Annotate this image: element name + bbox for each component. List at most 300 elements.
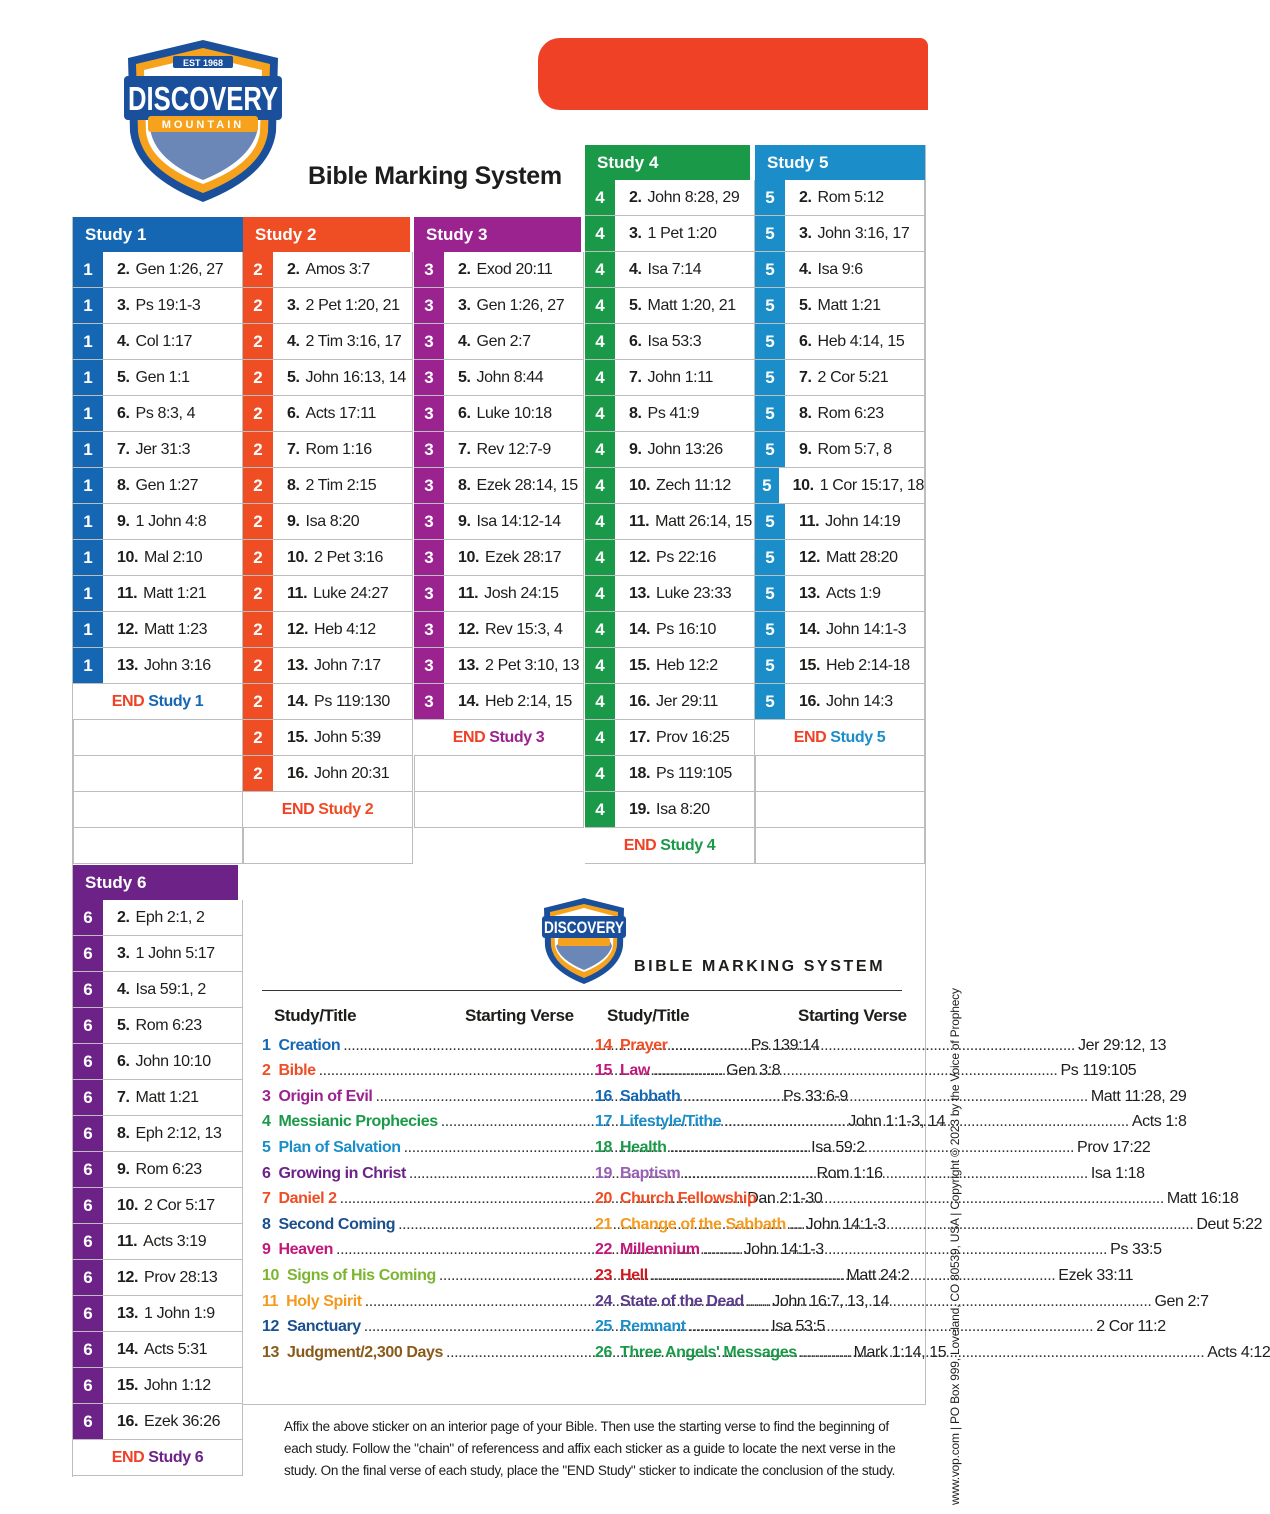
study-row [585, 396, 755, 432]
study-number-tab: 1 [73, 648, 103, 683]
index-number: 14 [595, 1036, 612, 1054]
verse-reference: 4. Gen 2:7 [458, 332, 531, 350]
end-study-label: Study 3 [489, 728, 545, 746]
study-row [73, 576, 243, 612]
study-row [243, 432, 413, 468]
index-title: Sanctuary [287, 1318, 361, 1336]
index-starting-verse: Matt 11:28, 29 [1090, 1087, 1187, 1105]
index-title: Origin of Evil [278, 1087, 373, 1105]
study-number-tab: 3 [414, 648, 444, 683]
verse-reference: 5. Rom 6:23 [117, 1016, 202, 1034]
study-row [73, 288, 243, 324]
study-row [755, 504, 925, 540]
study-number-tab: 1 [73, 288, 103, 323]
verse-reference: 16. Jer 29:11 [629, 692, 718, 710]
index-row [595, 1187, 1239, 1212]
end-study-label: Study 2 [318, 800, 374, 818]
verse-reference: 14. Ps 16:10 [629, 620, 717, 638]
index-row [595, 1161, 1145, 1186]
study-number-tab: 1 [73, 504, 103, 539]
study-number-tab: 2 [243, 432, 273, 467]
study-row [755, 612, 925, 648]
study-number-tab: 6 [73, 1404, 103, 1439]
instructions-text: Affix the above sticker on an interior page of your Bible. Then use the starting verse to find the beginning of each study. Follow the "chain" of referencess and affix each sticker as a guide to locate the next verse in the study. On the final verse of each study, place the "END Study" sticker to indicate the conclusion of the study. [284, 1419, 896, 1478]
end-study-label: Study 4 [660, 836, 716, 854]
discovery-mountain-logo [118, 36, 288, 206]
study-row [585, 648, 755, 684]
study-row [585, 504, 755, 540]
study-number-tab: 4 [585, 576, 615, 611]
blank-row [755, 828, 925, 864]
index-starting-verse: Rom 1:16 [816, 1164, 883, 1182]
index-starting-verse: Ezek 33:11 [1058, 1266, 1134, 1284]
study-row [243, 396, 413, 432]
end-study-marker [73, 684, 243, 720]
study-number-tab: 5 [755, 396, 785, 431]
study-row [73, 1404, 243, 1440]
verse-reference: 3. 2 Pet 1:20, 21 [287, 296, 400, 314]
left-border-line [72, 217, 73, 1477]
study-number-tab: 5 [755, 648, 785, 683]
card-divider [262, 990, 902, 991]
study-number-tab: 4 [585, 432, 615, 467]
index-title: Sabbath [620, 1087, 681, 1105]
verse-reference: 13. 2 Pet 3:10, 13 [458, 656, 580, 674]
index-number: 7 [262, 1190, 271, 1208]
study-number-tab: 4 [585, 756, 615, 791]
end-study-marker [585, 828, 755, 864]
study-number-tab: 2 [243, 684, 273, 719]
study-number-tab: 2 [243, 360, 273, 395]
verse-reference: 6. John 10:10 [117, 1052, 211, 1070]
study-3-header: Study 3 [414, 217, 581, 252]
study-row [755, 540, 925, 576]
verse-reference: 15. John 5:39 [287, 728, 381, 746]
index-starting-verse: Gen 2:7 [1154, 1292, 1209, 1310]
study-number-tab: 5 [755, 288, 785, 323]
left-col-study-header: Study/Title [274, 1006, 357, 1025]
study-number-tab: 5 [755, 252, 785, 287]
study-1-header: Study 1 [73, 217, 243, 252]
verse-reference: 10. Ezek 28:17 [458, 548, 562, 566]
study-1-column [73, 217, 243, 864]
index-row [595, 1263, 1134, 1288]
index-number: 6 [262, 1164, 271, 1182]
svg-text:DISCOVERY: DISCOVERY [544, 918, 625, 937]
index-title: Church Fellowship [620, 1190, 757, 1208]
study-row [414, 648, 584, 684]
index-number: 21 [595, 1215, 612, 1233]
index-title: Holy Spirit [286, 1292, 362, 1310]
index-title: Creation [278, 1036, 341, 1054]
study-number-tab: 5 [755, 684, 785, 719]
verse-reference: 7. 2 Cor 5:21 [799, 368, 889, 386]
study-number-tab: 1 [73, 432, 103, 467]
study-number-tab: 2 [243, 396, 273, 431]
verse-reference: 9. 1 John 4:8 [117, 512, 207, 530]
index-starting-verse: 2 Cor 11:2 [1096, 1318, 1166, 1336]
study-number-tab: 3 [414, 612, 444, 647]
verse-reference: 3. John 3:16, 17 [799, 224, 910, 242]
verse-reference: 6. Ps 8:3, 4 [117, 404, 196, 422]
card-bottom-line [242, 1404, 926, 1405]
verse-reference: 13. 1 John 1:9 [117, 1304, 215, 1322]
blank-row [73, 792, 243, 828]
verse-reference: 5. John 8:44 [458, 368, 544, 386]
study-number-tab: 6 [73, 1044, 103, 1079]
study-number-tab: 2 [243, 252, 273, 287]
dot-leader [703, 1241, 1108, 1259]
study-number-tab: 1 [73, 252, 103, 287]
study-row [755, 180, 925, 216]
verse-reference: 6. Heb 4:14, 15 [799, 332, 905, 350]
verse-reference: 11. Josh 24:15 [458, 584, 559, 602]
dot-leader [683, 1088, 1088, 1106]
index-starting-verse: Acts 1:8 [1131, 1113, 1187, 1131]
svg-text:EST 1968: EST 1968 [182, 58, 224, 68]
study-number-tab: 4 [585, 720, 615, 755]
dot-leader [670, 1037, 1075, 1055]
study-number-tab: 2 [243, 576, 273, 611]
verse-reference: 8. Rom 6:23 [799, 404, 884, 422]
study-number-tab: 5 [755, 504, 785, 539]
study-number-tab: 4 [585, 288, 615, 323]
study-row [243, 612, 413, 648]
index-number: 12 [262, 1318, 279, 1336]
index-row [595, 1289, 1209, 1314]
study-row [585, 324, 755, 360]
study-row [243, 720, 413, 756]
study-number-tab: 5 [755, 216, 785, 251]
study-row [414, 252, 584, 288]
study-number-tab: 5 [755, 612, 785, 647]
verse-reference: 17. Prov 16:25 [629, 728, 730, 746]
verse-reference: 4. Col 1:17 [117, 332, 192, 350]
index-title: Lifestyle/Tithe [620, 1113, 722, 1131]
study-row [585, 252, 755, 288]
index-number: 2 [262, 1062, 271, 1080]
index-number: 16 [595, 1087, 612, 1105]
verse-reference: 9. Rom 6:23 [117, 1160, 202, 1178]
index-title: Plan of Salvation [278, 1138, 401, 1156]
study-number-tab: 3 [414, 468, 444, 503]
study-row [755, 396, 925, 432]
study-row [755, 288, 925, 324]
index-title: Signs of His Coming [287, 1266, 436, 1284]
study-row [585, 288, 755, 324]
index-number: 17 [595, 1113, 612, 1131]
study-number-tab: 6 [73, 1368, 103, 1403]
study-number-tab: 4 [585, 396, 615, 431]
study-6-header: Study 6 [73, 865, 238, 900]
verse-reference: 6. Luke 10:18 [458, 404, 552, 422]
verse-reference: 6. Acts 17:11 [287, 404, 376, 422]
study-row [73, 1260, 243, 1296]
index-title: Millennium [620, 1241, 700, 1259]
verse-reference: 6. Isa 53:3 [629, 332, 702, 350]
study-row [414, 360, 584, 396]
verse-reference: 14. Heb 2:14, 15 [458, 692, 572, 710]
study-number-tab: 3 [414, 252, 444, 287]
discovery-mountain-small-logo [540, 896, 628, 986]
study-row [585, 576, 755, 612]
index-starting-verse: Prov 17:22 [1077, 1138, 1151, 1156]
index-starting-verse: Ps 139:14 [750, 1036, 820, 1054]
study-row [73, 360, 243, 396]
study-number-tab: 3 [414, 396, 444, 431]
index-starting-verse: John 16:7, 13, 14 [772, 1292, 890, 1310]
verse-reference: 10. 2 Cor 5:17 [117, 1196, 215, 1214]
study-row [73, 612, 243, 648]
study-number-tab: 6 [73, 1260, 103, 1295]
index-title: Three Angels' Messages [620, 1343, 797, 1361]
index-title: Messianic Prophecies [278, 1113, 438, 1131]
verse-reference: 2. Eph 2:1, 2 [117, 908, 205, 926]
study-row [414, 468, 584, 504]
index-starting-verse: Dan 2:1-30 [747, 1190, 823, 1208]
study-row [755, 648, 925, 684]
left-col-verse-header: Starting Verse [465, 1006, 574, 1025]
study-row [585, 756, 755, 792]
index-number: 13 [262, 1343, 279, 1361]
dot-leader [789, 1216, 1194, 1234]
index-number: 19 [595, 1164, 612, 1182]
end-study-marker [755, 720, 925, 756]
end-study-label: Study 1 [148, 692, 204, 710]
study-row [73, 432, 243, 468]
study-number-tab: 4 [585, 360, 615, 395]
study-number-tab: 3 [414, 432, 444, 467]
study-number-tab: 2 [243, 468, 273, 503]
study-number-tab: 4 [585, 252, 615, 287]
study-row [73, 1116, 243, 1152]
study-row [243, 504, 413, 540]
end-study-marker [243, 792, 413, 828]
end-study-label: Study 5 [830, 728, 886, 746]
study-row [585, 612, 755, 648]
study-number-tab: 3 [414, 684, 444, 719]
study-row [243, 252, 413, 288]
study-row [414, 432, 584, 468]
index-title: Baptism [620, 1164, 681, 1182]
study-row [243, 324, 413, 360]
index-starting-verse: Isa 53:5 [771, 1318, 826, 1336]
verse-reference: 3. 1 Pet 1:20 [629, 224, 717, 242]
blank-row [73, 756, 243, 792]
index-starting-verse: Jer 29:12, 13 [1077, 1036, 1167, 1054]
index-starting-verse: Gen 3:8 [726, 1062, 781, 1080]
study-row [73, 1368, 243, 1404]
verse-reference: 15. Heb 2:14-18 [799, 656, 910, 674]
study-6-column [73, 865, 243, 1476]
dot-leader [651, 1267, 1056, 1285]
verse-reference: 5. John 16:13, 14 [287, 368, 406, 386]
study-number-tab: 1 [73, 612, 103, 647]
verse-reference: 7. Matt 1:21 [117, 1088, 199, 1106]
study-number-tab: 4 [585, 468, 615, 503]
study-number-tab: 5 [755, 540, 785, 575]
study-row [414, 288, 584, 324]
index-row [595, 1059, 1137, 1084]
verse-reference: 9. Isa 8:20 [287, 512, 360, 530]
verse-reference: 8. 2 Tim 2:15 [287, 476, 377, 494]
index-number: 15 [595, 1062, 612, 1080]
index-title: State of the Dead [620, 1292, 744, 1310]
study-row [73, 504, 243, 540]
end-word: END [281, 800, 315, 818]
verse-reference: 8. Eph 2:12, 13 [117, 1124, 222, 1142]
study-row [73, 1224, 243, 1260]
verse-reference: 8. Ps 41:9 [629, 404, 700, 422]
blank-row [73, 828, 243, 864]
verse-reference: 9. Isa 14:12-14 [458, 512, 561, 530]
verse-reference: 2. Amos 3:7 [287, 260, 370, 278]
index-number: 25 [595, 1318, 612, 1336]
study-row [755, 216, 925, 252]
study-number-tab: 4 [585, 216, 615, 251]
blank-row [73, 720, 243, 756]
blank-row [755, 792, 925, 828]
study-row [585, 792, 755, 828]
index-number: 9 [262, 1241, 271, 1259]
study-row [585, 180, 755, 216]
study-row [73, 1080, 243, 1116]
study-row [243, 288, 413, 324]
study-number-tab: 5 [755, 180, 785, 215]
study-row [73, 900, 243, 936]
study-number-tab: 6 [73, 1008, 103, 1043]
study-number-tab: 6 [73, 972, 103, 1007]
study-2-column [243, 217, 413, 864]
study-row [73, 1008, 243, 1044]
verse-reference: 11. Acts 3:19 [117, 1232, 207, 1250]
index-number: 3 [262, 1087, 271, 1105]
verse-reference: 18. Ps 119:105 [629, 764, 732, 782]
study-row [414, 396, 584, 432]
study-row [414, 324, 584, 360]
study-row [243, 648, 413, 684]
blank-row [243, 828, 413, 864]
svg-text:DISCOVERY: DISCOVERY [128, 80, 278, 117]
dot-leader [670, 1139, 1075, 1157]
study-row [73, 252, 243, 288]
study-row [73, 540, 243, 576]
verse-reference: 5. Matt 1:20, 21 [629, 296, 736, 314]
study-number-tab: 3 [414, 288, 444, 323]
study-row [243, 360, 413, 396]
blank-row [414, 792, 584, 828]
study-row [73, 1152, 243, 1188]
verse-reference: 12. Prov 28:13 [117, 1268, 218, 1286]
blank-row [414, 756, 584, 792]
study-row [73, 972, 243, 1008]
study-row [585, 468, 755, 504]
index-title: Growing in Christ [278, 1164, 406, 1182]
study-row [243, 576, 413, 612]
study-number-tab: 1 [73, 360, 103, 395]
verse-reference: 13. John 7:17 [287, 656, 381, 674]
study-number-tab: 6 [73, 1332, 103, 1367]
study-row [585, 684, 755, 720]
verse-reference: 15. John 1:12 [117, 1376, 211, 1394]
study-number-tab: 6 [73, 1080, 103, 1115]
index-row [595, 1110, 1187, 1135]
study-row [73, 1188, 243, 1224]
index-number: 18 [595, 1138, 612, 1156]
verse-reference: 15. Heb 12:2 [629, 656, 718, 674]
index-title: Remnant [620, 1318, 686, 1336]
study-row [755, 324, 925, 360]
verse-reference: 16. John 14:3 [799, 692, 893, 710]
verse-reference: 12. Matt 1:23 [117, 620, 208, 638]
study-5-column [755, 145, 925, 864]
index-starting-verse: Deut 5:22 [1196, 1215, 1263, 1233]
study-row [73, 648, 243, 684]
index-number: 26 [595, 1343, 612, 1361]
study-number-tab: 3 [414, 324, 444, 359]
study-3-column [414, 217, 584, 828]
index-starting-verse: John 1:1-3, 14 [848, 1113, 945, 1131]
study-number-tab: 6 [73, 1296, 103, 1331]
verse-reference: 11. Matt 1:21 [117, 584, 207, 602]
right-col-verse-header: Starting Verse [798, 1006, 907, 1025]
publisher-info: www.vop.com | PO Box 999, Loveland, CO 80539, USA | Copyright © 2023 by the Voice of Prophecy [948, 988, 962, 1505]
verse-reference: 2. John 8:28, 29 [629, 188, 740, 206]
verse-reference: 4. Isa 59:1, 2 [117, 980, 206, 998]
index-row [595, 1135, 1151, 1160]
blank-row [755, 756, 925, 792]
index-row [595, 1340, 1270, 1365]
verse-reference: 9. Rom 5:7, 8 [799, 440, 892, 458]
dot-leader [724, 1113, 1129, 1131]
study-row [755, 468, 925, 504]
study-row [585, 432, 755, 468]
study-row [755, 432, 925, 468]
verse-reference: 14. John 14:1-3 [799, 620, 907, 638]
index-starting-verse: Acts 4:12 [1207, 1343, 1270, 1361]
study-number-tab: 6 [73, 1224, 103, 1259]
study-number-tab: 6 [73, 936, 103, 971]
study-row [243, 540, 413, 576]
study-number-tab: 2 [243, 324, 273, 359]
study-number-tab: 4 [585, 648, 615, 683]
study-row [585, 360, 755, 396]
index-starting-verse: John 14:1-3 [805, 1215, 886, 1233]
verse-reference: 13. John 3:16 [117, 656, 211, 674]
verse-reference: 7. Rev 12:7-9 [458, 440, 551, 458]
verse-reference: 10. Zech 11:12 [629, 476, 731, 494]
study-number-tab: 4 [585, 792, 615, 827]
index-starting-verse: Mark 1:14, 15 [853, 1343, 947, 1361]
verse-reference: 3. Ps 19:1-3 [117, 296, 201, 314]
index-starting-verse: Ps 33:5 [1110, 1241, 1162, 1259]
index-title: Prayer [620, 1036, 668, 1054]
end-study-marker [73, 1440, 243, 1476]
index-number: 10 [262, 1266, 279, 1284]
index-starting-verse: Ps 119:105 [1060, 1062, 1137, 1080]
study-number-tab: 2 [243, 720, 273, 755]
verse-reference: 7. John 1:11 [629, 368, 714, 386]
verse-reference: 11. John 14:19 [799, 512, 901, 530]
study-number-tab: 1 [73, 576, 103, 611]
study-row [73, 324, 243, 360]
index-number: 4 [262, 1113, 271, 1131]
index-starting-verse: John 14:1-3 [743, 1241, 824, 1259]
right-col-study-header: Study/Title [607, 1006, 690, 1025]
study-number-tab: 3 [414, 360, 444, 395]
study-row [414, 576, 584, 612]
study-number-tab: 6 [73, 900, 103, 935]
